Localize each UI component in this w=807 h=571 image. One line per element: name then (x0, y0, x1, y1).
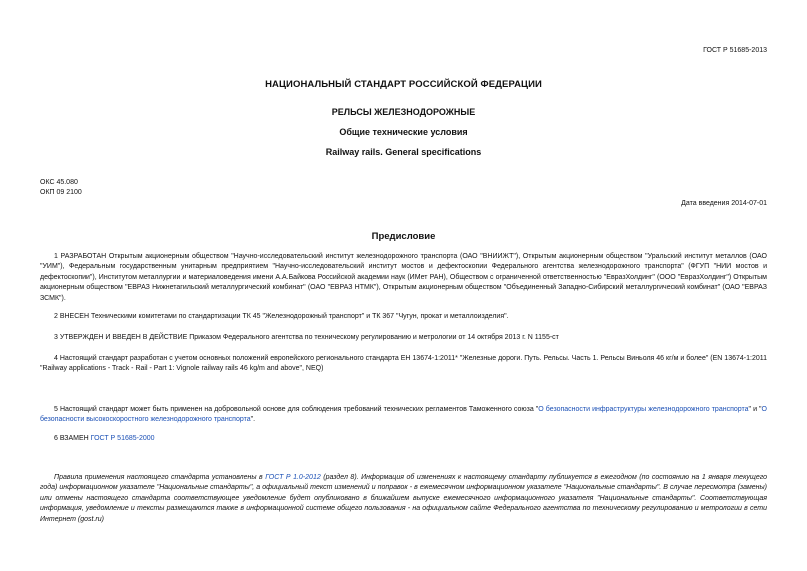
foreword-paragraph-2: 2 ВНЕСЕН Техническими комитетами по стандартизации ТК 45 "Железнодорожный транспорт" и ТК 367 "Чугун, прокат и металлоизделия". (54, 313, 509, 320)
paragraph-6-text: 6 ВЗАМЕН (54, 435, 91, 442)
national-standard-title: НАЦИОНАЛЬНЫЙ СТАНДАРТ РОССИЙСКОЙ ФЕДЕРАЦИИ (265, 79, 542, 90)
foreword-paragraph-1: 1 РАЗРАБОТАН Открытым акционерным обществом "Научно-исследовательский институт железнодорожного транспорта (ОАО "ВНИИЖТ"), Открытым акционерным обществом "Уральский институт металлов (ОАО "УИМ"), Федеральным государственным унитарным предприятием "Научно-исследовательский институт мостов и дефектоскопии Федерального агентства железнодорожного транспорта" (ФГУП "НИИ мостов и дефектоскопии"), Институтом металлургии и материаловедения имени А.А.Байкова Российской академии наук (ИМет РАН), Обществом с ограниченной ответственностью "ЕвразХолдинг" (ООО "ЕвразХолдинг") Открытым акционерным обществом "ЕВРАЗ Нижнетагильский металлургический комбинат" (ОАО "ЕВРАЗ НТМК"), Открытым акционерным обществом "Объединенный Западно-Сибирский металлургический комбинат" (ОАО "ЕВРАЗ ЗСМК"). (40, 253, 767, 302)
paragraph-5-text-a: 5 Настоящий стандарт может быть применен на добровольной основе для соблюдения требований технических регламентов Таможенного союза " (54, 406, 539, 413)
replaced-standard-link[interactable]: ГОСТ Р 51685-2000 (90, 435, 155, 442)
foreword-paragraph-5 (40, 405, 767, 426)
tech-regulation-infrastructure-link[interactable]: О безопасности инфраструктуры железнодорожного транспорта (538, 406, 749, 413)
foreword-paragraph-3: 3 УТВЕРЖДЕН И ВВЕДЕН В ДЕЙСТВИЕ Приказом Федерального агентства по техническому регулированию и метрологии от 14 октября 2013 г. N 1155-ст (54, 334, 559, 341)
notice-text-b: (раздел 8). Информация об изменениях к настоящему стандарту публикуется в ежегодном (по состоянию на 1 января текущего года) информационном указателе "Национальные стандарты", а официальный текст изменений и поправок - в ежемесячном информационном указателе "Национальные стандарты". В случае пересмотра (замены) или отмены настоящего стандарта соответствующее уведомление будет опубликовано в ближайшем выпуске ежемесячного информационного указателя "Национальные стандарты". Соответствующая информация, уведомление и тексты размещаются также в информационной системе общего пользования - на официальном сайте Федерального агентства по техническому регулированию и метрологии в сети Интернет (gost.ru) (40, 474, 767, 523)
paragraph-5-text-c: ". (250, 416, 256, 424)
oks-code: ОКС 45.080 (40, 179, 78, 186)
foreword-paragraph-4: 4 Настоящий стандарт разработан с учетом основных положений европейского регионального стандарта ЕН 13674-1:2011* "Железные дороги. Путь. Рельсы. Часть 1. Рельсы Виньоля 46 кг/м и более" (EN 13674-1:2011 "Railway applications - Track - Rail - Part 1: Vignole railway rails 46 kg/m and above", NEQ) (40, 355, 767, 373)
document-id: ГОСТ Р 51685-2013 (703, 47, 767, 54)
introduction-date: Дата введения 2014-07-01 (681, 200, 767, 207)
standard-name-ru: РЕЛЬСЫ ЖЕЛЕЗНОДОРОЖНЫЕ (331, 107, 476, 117)
standard-name-en: Railway rails. General specifications (325, 147, 482, 157)
okp-code: ОКП 09 2100 (40, 189, 82, 196)
foreword-paragraph-6 (40, 434, 767, 444)
application-rules-notice (40, 473, 767, 525)
notice-text-a: Правила применения настоящего стандарта установлены в (54, 474, 266, 481)
paragraph-5-text-b: " и " (748, 406, 762, 413)
standard-subtitle-ru: Общие технические условия (339, 127, 468, 137)
tech-regulation-highspeed-link[interactable]: О безопасности высокоскоростного железнодорожного транспорта (40, 406, 767, 424)
gost-r-1-0-2012-link[interactable]: ГОСТ Р 1.0-2012 (265, 474, 321, 481)
foreword-heading: Предисловие (371, 231, 436, 242)
